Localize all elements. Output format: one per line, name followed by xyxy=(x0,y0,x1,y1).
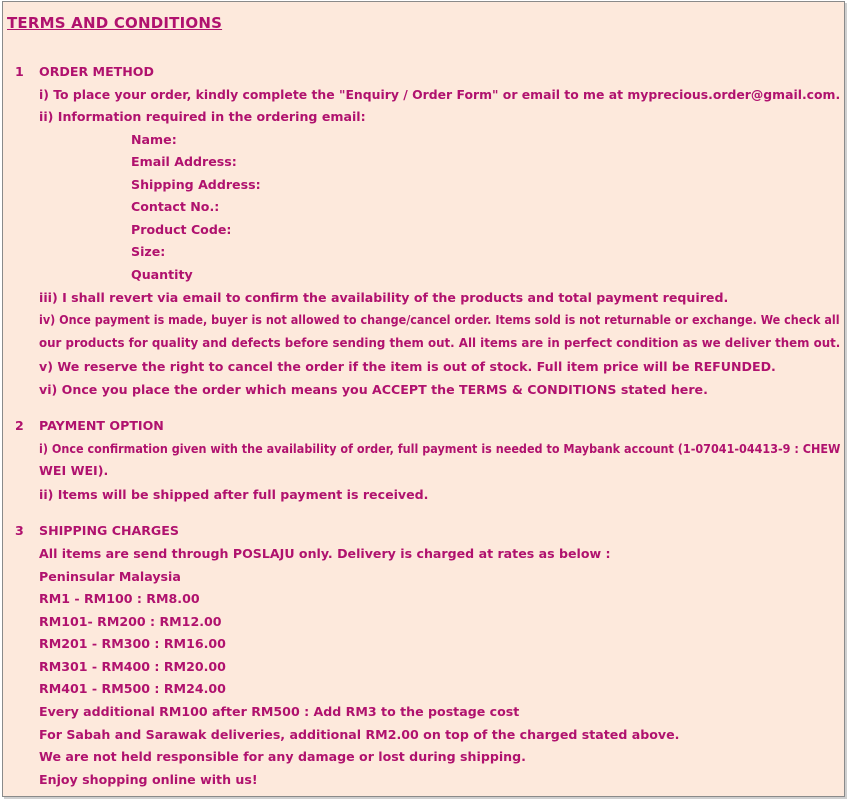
section-1-line: iv) Once payment is made, buyer is not allowed to change/cancel order. Items sold is not returnable or exchange. We check all xyxy=(39,312,840,327)
section-2-line: WEI WEI). xyxy=(39,463,109,478)
field-name-label: Name: xyxy=(131,132,177,147)
section-1-line: i) To place your order, kindly complete the "Enquiry / Order Form" or email to me at myprecious.order@gmail.com. xyxy=(39,87,841,102)
section-3-number: 3 xyxy=(15,523,24,538)
section-1-line: ii) Information required in the ordering email: xyxy=(39,109,366,124)
section-1-line: our products for quality and defects before sending them out. All items are in perfect condition as we deliver them out. xyxy=(39,335,841,350)
section-1-heading: ORDER METHOD xyxy=(39,64,154,79)
field-quantity-label: Quantity xyxy=(131,267,193,282)
field-shipping-address-label: Shipping Address: xyxy=(131,177,261,192)
section-1-number: 1 xyxy=(15,64,24,79)
page-title: TERMS AND CONDITIONS xyxy=(7,14,223,32)
field-email-label: Email Address: xyxy=(131,154,237,169)
field-size-label: Size: xyxy=(131,244,166,259)
section-3-line: We are not held responsible for any damage or lost during shipping. xyxy=(39,749,526,764)
rate-row: RM101- RM200 : RM12.00 xyxy=(39,614,222,629)
field-contact-label: Contact No.: xyxy=(131,199,220,214)
field-product-code-label: Product Code: xyxy=(131,222,232,237)
section-3-line: Every additional RM100 after RM500 : Add RM3 to the postage cost xyxy=(39,704,520,719)
section-2-line: i) Once confirmation given with the availability of order, full payment is needed to Maybank account (1-07041-04413-9 : CHEW xyxy=(39,441,841,456)
section-1-line: v) We reserve the right to cancel the order if the item is out of stock. Full item price will be REFUNDED. xyxy=(39,359,776,374)
section-2-line: ii) Items will be shipped after full payment is received. xyxy=(39,487,429,502)
section-3-line: Peninsular Malaysia xyxy=(39,569,181,584)
terms-panel xyxy=(2,1,845,797)
section-1-line: vi) Once you place the order which means you ACCEPT the TERMS & CONDITIONS stated here. xyxy=(39,382,708,397)
rate-row: RM301 - RM400 : RM20.00 xyxy=(39,659,226,674)
section-3-line: All items are send through POSLAJU only. Delivery is charged at rates as below : xyxy=(39,546,611,561)
section-3-line: Enjoy shopping online with us! xyxy=(39,772,258,787)
rate-row: RM1 - RM100 : RM8.00 xyxy=(39,591,200,606)
section-1-line: iii) I shall revert via email to confirm the availability of the products and total payment required. xyxy=(39,290,729,305)
section-3-line: For Sabah and Sarawak deliveries, additional RM2.00 on top of the charged stated above. xyxy=(39,727,680,742)
section-2-number: 2 xyxy=(15,418,24,433)
rate-row: RM401 - RM500 : RM24.00 xyxy=(39,681,226,696)
section-3-heading: SHIPPING CHARGES xyxy=(39,523,179,538)
section-2-heading: PAYMENT OPTION xyxy=(39,418,164,433)
rate-row: RM201 - RM300 : RM16.00 xyxy=(39,636,226,651)
